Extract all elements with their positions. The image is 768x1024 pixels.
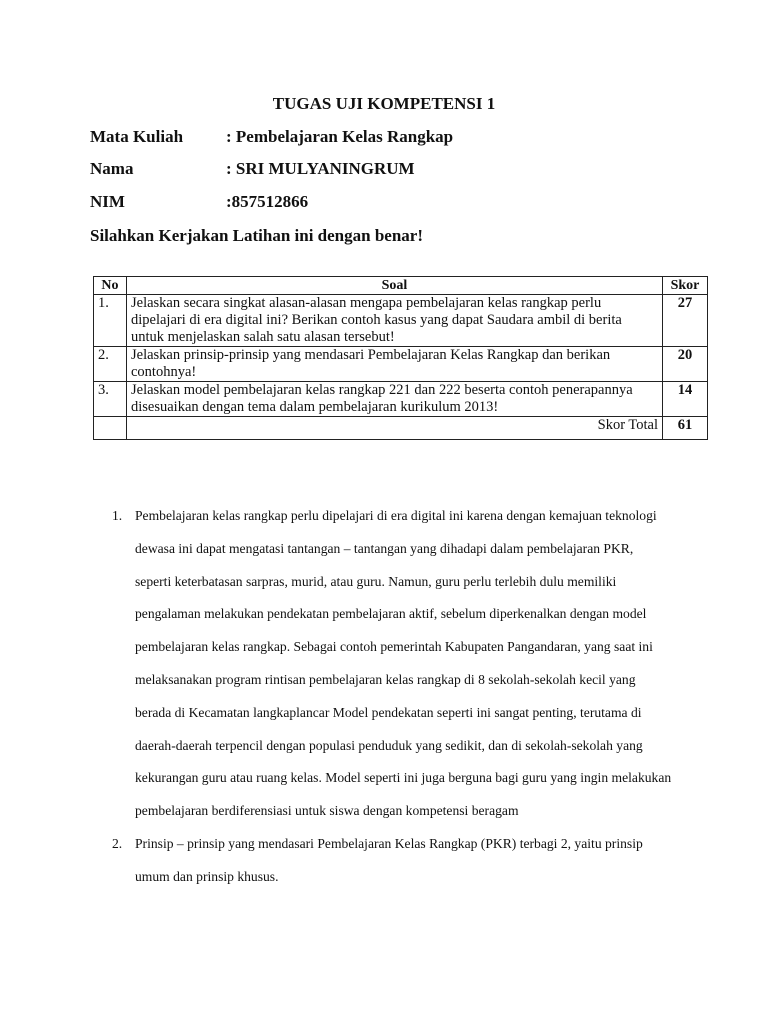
table-header-row	[94, 277, 708, 295]
field-value: :857512866	[226, 192, 309, 211]
row-number: 2.	[94, 347, 127, 382]
answer-item	[112, 500, 672, 828]
table-row	[94, 347, 708, 382]
total-empty-cell	[94, 417, 127, 440]
field-label: NIM	[90, 192, 125, 211]
table-total-row	[94, 417, 708, 440]
row-number: 3.	[94, 382, 127, 417]
field-label: Mata Kuliah	[90, 127, 184, 146]
row-score: 27	[663, 295, 708, 347]
row-question: Jelaskan prinsip-prinsip yang mendasari Pembelajaran Kelas Rangkap dan berikan contohnya!	[126, 347, 662, 382]
header-soal: Soal	[126, 277, 662, 295]
answer-list	[112, 500, 672, 894]
answer-number: 2.	[112, 835, 123, 851]
table-row	[94, 295, 708, 347]
total-score: 61	[663, 417, 708, 440]
row-score: 14	[663, 382, 708, 417]
row-question: Jelaskan secara singkat alasan-alasan mengapa pembelajaran kelas rangkap perlu dipelajari di era digital ini? Berikan contoh kasus yang dapat Saudara ambil di berita untuk menjelaskan salah satu alasan tersebut!	[126, 295, 662, 347]
field-label: Nama	[90, 159, 134, 178]
field-value: : SRI MULYANINGRUM	[226, 159, 415, 178]
answer-item	[112, 828, 672, 894]
row-question: Jelaskan model pembelajaran kelas rangkap 221 dan 222 beserta contoh penerapannya disesuaikan dengan tema dalam pembelajaran kurikulum 2013!	[126, 382, 662, 417]
row-score: 20	[663, 347, 708, 382]
answer-text: Prinsip – prinsip yang mendasari Pembelajaran Kelas Rangkap (PKR) terbagi 2, yaitu prinsip umum dan prinsip khusus.	[135, 835, 643, 884]
header-skor: Skor	[663, 277, 708, 295]
document-title: TUGAS UJI KOMPETENSI 1	[272, 94, 496, 113]
table-row	[94, 382, 708, 417]
answer-number: 1.	[112, 508, 123, 523]
instruction-text: Silahkan Kerjakan Latihan ini dengan benar!	[90, 226, 424, 245]
row-number: 1.	[94, 295, 127, 347]
field-value: : Pembelajaran Kelas Rangkap	[226, 127, 454, 146]
total-label: Skor Total	[126, 417, 662, 440]
answer-text: Pembelajaran kelas rangkap perlu dipelajari di era digital ini karena dengan kemajuan teknologi dewasa ini dapat mengatasi tantangan – tantangan yang dihadapi dalam pembelajaran PKR, seperti keterbatasan sarpras, murid, atau guru. Namun, guru perlu terlebih dulu memiliki pengalaman melakukan pendekatan pembelajaran aktif, sebelum diperkenalkan dengan model pembelajaran kelas rangkap. Sebagai contoh pemerintah Kabupaten Pangandaran, yang saat ini melaksanakan program rintisan pembelajaran kelas rangkap di 8 sekolah-sekolah kecil yang berada di Kecamatan langkaplancar Model pendekatan seperti ini sangat penting, terutama di daerah-daerah terpencil dengan populasi penduduk yang sedikit, dan di sekolah-sekolah yang kekurangan guru atau ruang kelas. Model seperti ini juga berguna bagi guru yang ingin melakukan pembelajaran berdiferensiasi untuk siswa dengan kompetensi beragam	[135, 508, 672, 819]
task-table	[93, 276, 708, 440]
header-no: No	[94, 277, 127, 295]
